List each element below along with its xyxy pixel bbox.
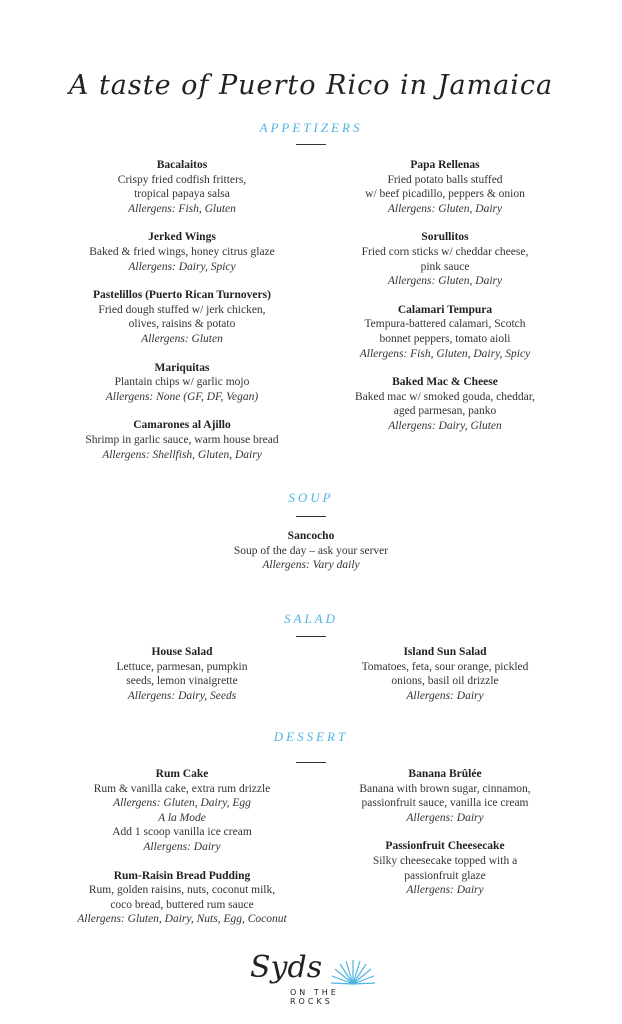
appetizers-right-column — [325, 158, 565, 448]
menu-item-name: Rum-Raisin Bread Pudding — [113, 869, 251, 882]
menu-item-allergens: Allergens: Gluten — [141, 332, 223, 345]
menu-item-name: Papa Rellenas — [410, 159, 480, 171]
brand-logo — [248, 948, 378, 1008]
menu-item-description: onions, basil oil drizzle — [391, 675, 499, 688]
menu-item-name: Camarones al Ajillo — [133, 419, 231, 432]
menu-item — [325, 767, 565, 825]
menu-item-name: Sancocho — [287, 530, 335, 542]
menu-item — [62, 230, 302, 274]
menu-item-description: bonnet peppers, tomato aioli — [379, 332, 511, 345]
menu-item-description: seeds, lemon vinaigrette — [126, 675, 238, 688]
menu-item-description: pink sauce — [420, 260, 470, 273]
menu-item-description: Banana with brown sugar, cinnamon, — [359, 782, 531, 795]
menu-item-description: passionfruit glaze — [404, 869, 486, 882]
menu-item — [325, 839, 565, 897]
menu-item-allergens: Allergens: Fish, Gluten — [128, 202, 236, 215]
soup-column — [171, 529, 451, 587]
menu-item-description: aged parmesan, panko — [393, 405, 497, 418]
section-divider — [296, 144, 326, 145]
menu-item-description: Soup of the day – ask your server — [233, 544, 389, 557]
menu-item — [62, 361, 302, 405]
menu-item — [62, 869, 302, 927]
menu-item-allergens: Allergens: Shellfish, Gluten, Dairy — [102, 448, 262, 461]
section-title-appetizers: APPETIZERS — [259, 120, 363, 135]
menu-item-description: Baked mac w/ smoked gouda, cheddar, — [355, 390, 535, 403]
menu-item-allergens: Allergens: Gluten, Dairy, Egg — [113, 797, 251, 810]
menu-item — [62, 158, 302, 216]
menu-item — [62, 418, 302, 462]
logo-subtitle: ON THE ROCKS — [290, 988, 339, 1006]
section-title-soup: SOUP — [288, 490, 334, 505]
menu-item-name: Pastelillos (Puerto Rican Turnovers) — [93, 289, 271, 302]
menu-item — [325, 303, 565, 361]
menu-item-allergens: Allergens: Dairy — [406, 689, 484, 702]
logo-script: Syds — [250, 950, 323, 985]
menu-item-allergens: Allergens: Dairy, Seeds — [127, 689, 237, 702]
menu-item — [325, 645, 565, 703]
menu-item-addon-title: A la Mode — [158, 811, 206, 824]
menu-item-allergens: Allergens: Dairy — [406, 884, 484, 897]
menu-item-name: Bacalaitos — [156, 159, 208, 171]
menu-item — [325, 158, 565, 216]
menu-item-description: Rum, golden raisins, nuts, coconut milk, — [88, 884, 276, 897]
menu-item-name: Mariquitas — [154, 361, 210, 374]
menu-item-addon-description: Add 1 scoop vanilla ice cream — [112, 826, 252, 839]
menu-item-description: Tomatoes, feta, sour orange, pickled — [361, 660, 529, 673]
menu-item-name: Passionfruit Cheesecake — [385, 840, 505, 853]
menu-item-description: Baked & fried wings, honey citrus glaze — [89, 245, 275, 258]
menu-item-name: Sorullitos — [421, 231, 469, 244]
menu-item-description: Fried dough stuffed w/ jerk chicken, — [98, 303, 266, 316]
section-divider — [296, 636, 326, 637]
salad-right-column — [325, 645, 565, 717]
menu-item-description: Crispy fried codfish fritters, — [117, 173, 247, 186]
menu-item-addon-allergens: Allergens: Dairy — [143, 840, 221, 853]
menu-item-allergens: Allergens: Gluten, Dairy, Nuts, Egg, Coconut — [77, 913, 287, 926]
menu-item-name: Island Sun Salad — [403, 646, 487, 658]
dessert-left-column — [62, 767, 302, 941]
menu-item-name: Rum Cake — [155, 768, 209, 780]
menu-item-allergens: Allergens: Dairy, Gluten — [388, 419, 502, 432]
section-title-salad: SALAD — [284, 611, 338, 626]
menu-item-description: Shrimp in garlic sauce, warm house bread — [85, 433, 279, 446]
section-divider — [296, 762, 326, 763]
menu-item-allergens: Allergens: Dairy, Spicy — [128, 260, 236, 273]
menu-item-description: w/ beef picadillo, peppers & onion — [365, 188, 525, 201]
menu-item-allergens: Allergens: Dairy — [406, 811, 484, 824]
menu-item-allergens: Allergens: Vary daily — [262, 559, 360, 572]
appetizers-left-column — [62, 158, 302, 476]
menu-item-name: Jerked Wings — [148, 231, 216, 244]
menu-item — [62, 645, 302, 703]
menu-item-description: Fried corn sticks w/ cheddar cheese, — [361, 245, 529, 258]
menu-item-description: Plantain chips w/ garlic mojo — [114, 376, 250, 389]
menu-item-description: coco bread, buttered rum sauce — [110, 898, 254, 911]
menu-item-name: House Salad — [151, 646, 213, 658]
section-divider — [296, 516, 326, 517]
menu-item — [171, 529, 451, 573]
salad-left-column — [62, 645, 302, 717]
menu-item-allergens: Allergens: None (GF, DF, Vegan) — [105, 390, 259, 403]
menu-item-description: Tempura-battered calamari, Scotch — [364, 318, 526, 331]
menu-item — [62, 288, 302, 346]
menu-item — [62, 767, 302, 855]
menu-item-description: Lettuce, parmesan, pumpkin — [116, 660, 248, 673]
section-title-dessert: DESSERT — [273, 729, 349, 744]
menu-item-name: Banana Brûlée — [408, 768, 482, 780]
menu-item-description: olives, raisins & potato — [128, 318, 236, 331]
menu-item-name: Baked Mac & Cheese — [392, 376, 498, 389]
menu-item-allergens: Allergens: Fish, Gluten, Dairy, Spicy — [359, 347, 531, 360]
menu-item-description: Fried potato balls stuffed — [387, 173, 503, 186]
menu-item — [325, 375, 565, 433]
menu-item-allergens: Allergens: Gluten, Dairy — [387, 275, 503, 288]
menu-item-name: Calamari Tempura — [397, 303, 493, 316]
menu-title: A taste of Puerto Rico in Jamaica — [68, 70, 554, 101]
menu-item-description: passionfruit sauce, vanilla ice cream — [361, 797, 529, 810]
menu-item-description: Rum & vanilla cake, extra rum drizzle — [93, 782, 271, 795]
menu-item-description: Silky cheesecake topped with a — [372, 854, 518, 867]
dessert-right-column — [325, 767, 565, 912]
menu-item-description: tropical papaya salsa — [134, 188, 230, 201]
sunburst-icon — [330, 956, 376, 986]
menu-item-allergens: Allergens: Gluten, Dairy — [387, 202, 503, 215]
menu-item — [325, 230, 565, 288]
